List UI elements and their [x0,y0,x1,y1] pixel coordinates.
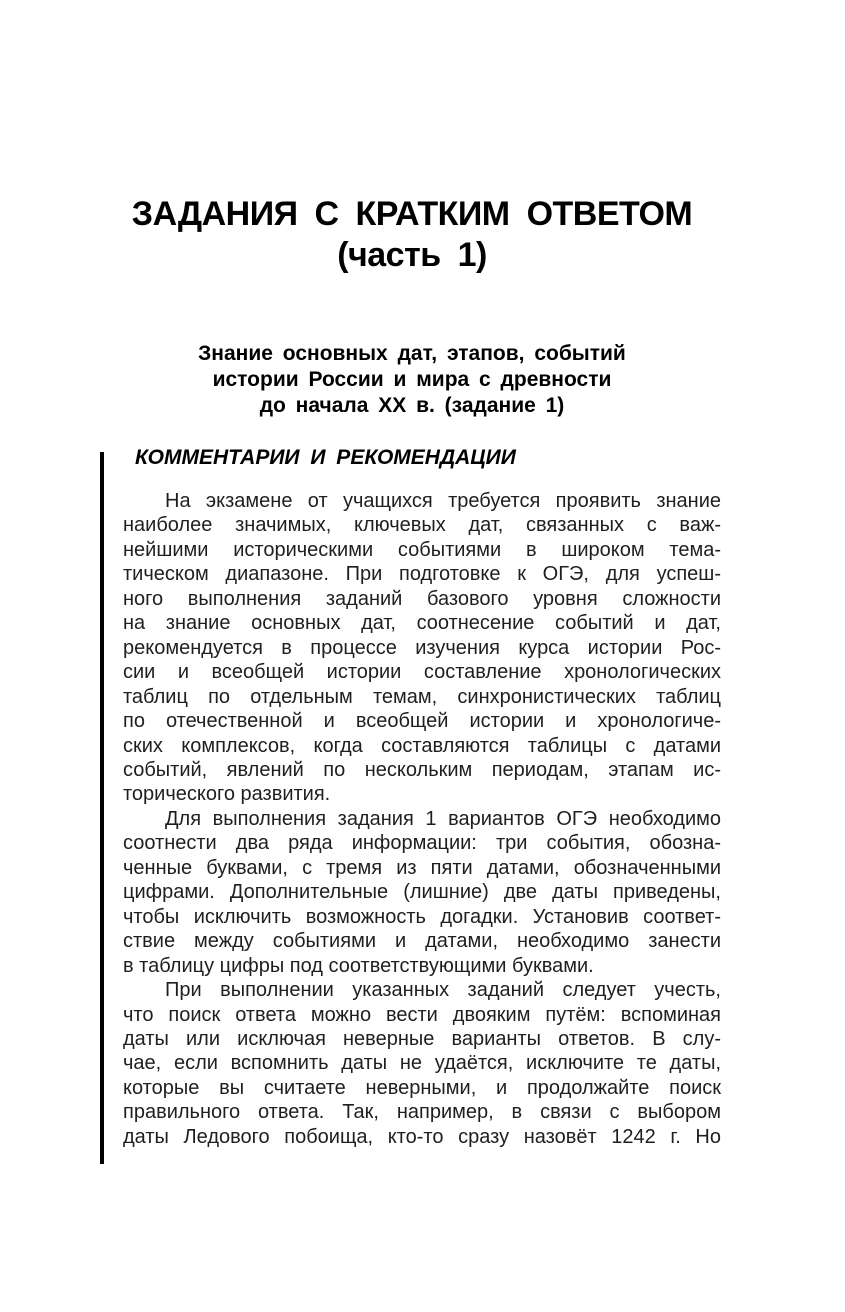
page-title-line-1: ЗАДАНИЯ С КРАТКИМ ОТВЕТОМ [131,195,693,233]
text-line: Для выполнения задания 1 вариантов ОГЭ необходимо [165,807,721,830]
text-line: событий, явлений по нескольким периодам, этапам ис- [123,758,721,781]
text-line: тическом диапазоне. При подготовке к ОГЭ, для успеш- [123,563,721,586]
text-line: соотнести два ряда информации: три события, обозна- [123,832,721,855]
text-line: в таблицу цифры под соответствующими буквами. [123,954,594,977]
text-line: чае, если вспомнить даты не удаётся, исключите те даты, [123,1052,721,1075]
subtitle-line: Знание основных дат, этапов, событий [198,342,626,365]
text-line: цифрами. Дополнительные (лишние) две даты приведены, [123,881,721,904]
text-line: торического развития. [123,783,331,806]
text-line: На экзамене от учащихся требуется проявить знание [165,490,721,512]
text-line: даты Ледового побоища, кто-то сразу назовёт 1242 г. Но [123,1125,721,1148]
text-line: чтобы исключить возможность догадки. Установив соответ- [123,905,721,928]
body-text [123,489,721,1149]
text-line: правильного ответа. Так, например, в связи с выбором [123,1101,721,1124]
text-line: При выполнении указанных заданий следует учесть, [165,979,721,1002]
page-title-line-2: (часть 1) [337,236,487,274]
subtitle-line: до начала XX в. (задание 1) [259,394,565,417]
text-line: наиболее значимых, ключевых дат, связанных с важ- [123,514,721,537]
text-line: рекомендуется в процессе изучения курса истории Рос- [123,636,721,659]
text-line: нейшими историческими событиями в широком тема- [123,538,721,561]
text-line: ских комплексов, когда составляются таблицы с датами [123,734,721,757]
page-title [0,194,824,276]
text-line: которые вы считаете неверными, и продолжайте поиск [123,1076,721,1099]
text-line: сии и всеобщей истории составление хронологических [123,661,721,684]
text-line: на знание основных дат, соотнесение событий и дат, [123,612,721,635]
text-line: ного выполнения заданий базового уровня сложности [123,587,721,610]
text-line: что поиск ответа можно вести двояким путём: вспоминая [123,1003,721,1026]
left-vertical-rule [100,452,104,1164]
text-line: ствие между событиями и датами, необходимо занести [123,930,721,953]
comments-recommendations-heading: КОММЕНТАРИИ И РЕКОМЕНДАЦИИ [135,446,516,469]
text-line: даты или исключая неверные варианты ответов. В слу- [123,1027,721,1050]
chapter-subtitle [0,341,824,419]
text-line: ченные буквами, с тремя из пяти датами, обозначенными [123,856,721,879]
subtitle-line: истории России и мира с древности [212,368,612,391]
text-line: по отечественной и всеобщей истории и хронологиче- [123,710,721,733]
text-line: таблиц по отдельным темам, синхронистических таблиц [123,685,721,708]
